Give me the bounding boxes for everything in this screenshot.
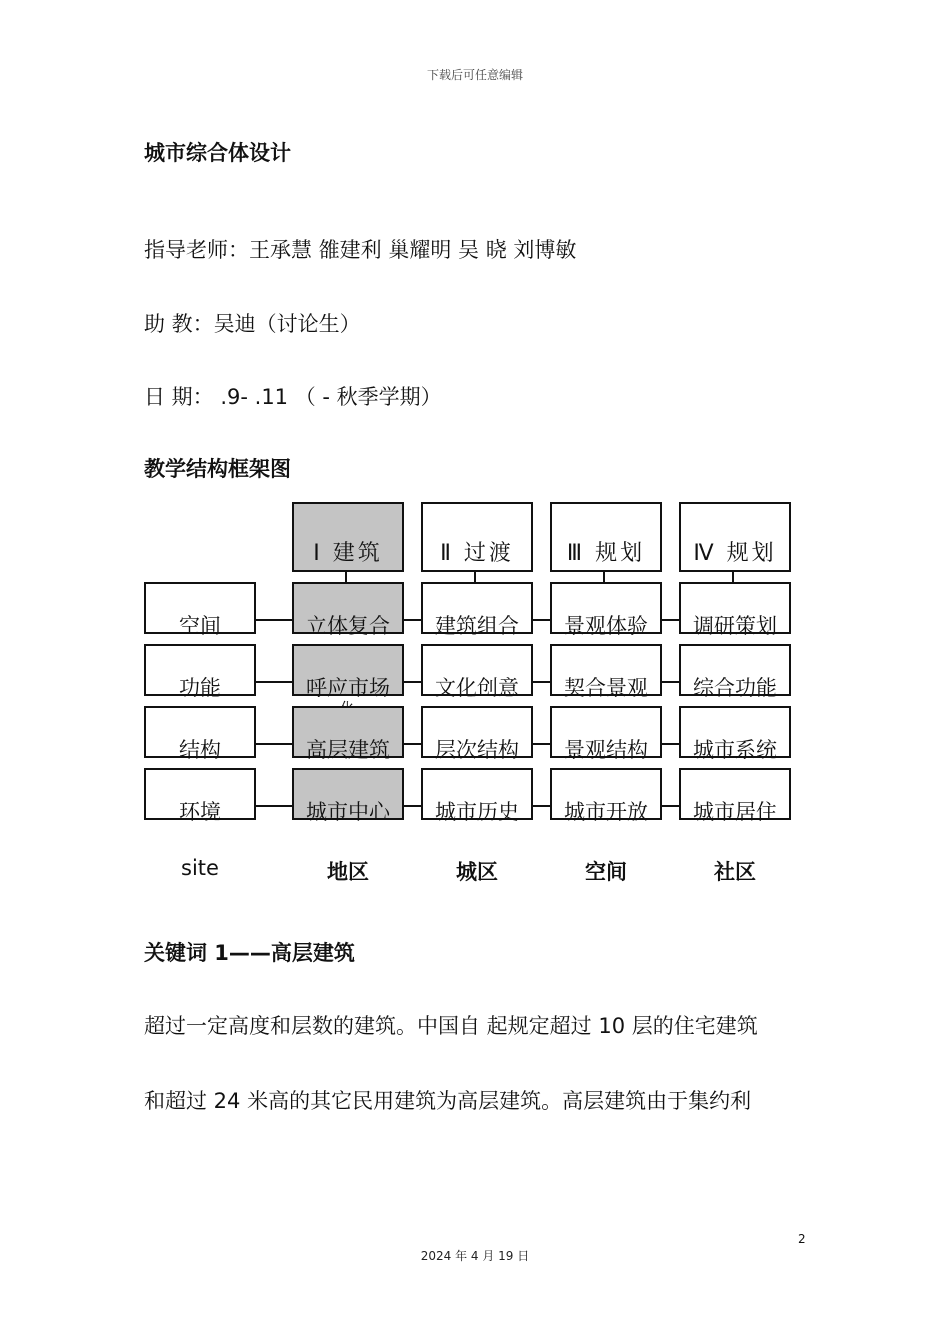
assistant-line: 助 教：吴迪（讨论生） <box>144 312 361 336</box>
row-label: 功能 <box>179 676 221 700</box>
connector <box>533 681 550 683</box>
grid-cell-label: 城市中心 <box>306 800 390 824</box>
keyword-heading: 关键词 1——高层建筑 <box>144 941 355 965</box>
grid-cell-label: 调研策划 <box>693 614 777 638</box>
grid-cell-label: 城市历史 <box>435 800 519 824</box>
grid-cell <box>679 706 791 762</box>
page-number: 2 <box>798 1232 806 1246</box>
row-box-environment <box>144 768 256 824</box>
connector <box>474 572 476 582</box>
scale-label-district: 地区 <box>327 860 369 884</box>
connector <box>662 743 679 745</box>
grid-cell <box>292 582 404 638</box>
connector <box>404 619 421 621</box>
scale-label-urban: 城区 <box>456 860 498 884</box>
connector <box>533 743 550 745</box>
grid-cell-label: 建筑组合 <box>435 614 519 638</box>
connector <box>256 619 292 621</box>
grid-cell <box>421 644 533 700</box>
grid-cell <box>550 644 662 700</box>
grid-cell-label: 契合景观 <box>564 676 648 700</box>
grid-cell-label: 城市居住 <box>693 800 777 824</box>
connector <box>404 743 421 745</box>
framework-title: 教学结构框架图 <box>144 457 291 481</box>
stage-box-1 <box>292 502 404 572</box>
grid-cell-label: 综合功能 <box>693 676 777 700</box>
row-label: 空间 <box>179 614 221 638</box>
stage-label-2: Ⅱ 过渡 <box>440 541 514 566</box>
stage-box-2 <box>421 502 533 572</box>
stage-box-3 <box>550 502 662 572</box>
scale-label-site: site <box>181 856 219 880</box>
grid-cell-label: 层次结构 <box>435 738 519 762</box>
stage-label-4: Ⅳ 规划 <box>693 541 777 566</box>
connector <box>662 681 679 683</box>
stage-label-1: Ⅰ 建筑 <box>313 541 383 566</box>
connector <box>345 572 347 582</box>
grid-cell <box>292 768 404 824</box>
connector <box>404 681 421 683</box>
grid-cell-label: 城市系统 <box>693 738 777 762</box>
grid-cell <box>292 644 404 700</box>
body-paragraph-line-2: 和超过 24 米高的其它民用建筑为高层建筑。高层建筑由于集约利 <box>144 1089 752 1113</box>
grid-cell-label: 呼应市场 <box>306 676 390 700</box>
grid-cell <box>679 582 791 638</box>
grid-cell-label: 立体复合 <box>306 614 390 638</box>
connector <box>662 805 679 807</box>
grid-cell-label: 城市开放 <box>564 800 648 824</box>
grid-cell <box>550 706 662 762</box>
connector <box>732 572 734 582</box>
row-box-space <box>144 582 256 638</box>
connector <box>533 619 550 621</box>
connector <box>256 681 292 683</box>
grid-cell-label: 文化创意 <box>435 676 519 700</box>
grid-cell-label: 景观体验 <box>564 614 648 638</box>
grid-cell-label: 高层建筑 <box>306 738 390 762</box>
stage-box-4 <box>679 502 791 572</box>
row-label: 环境 <box>179 800 221 824</box>
grid-cell-label: 景观结构 <box>564 738 648 762</box>
date-line: 日 期： .9- .11 （ - 秋季学期） <box>144 385 442 409</box>
scale-label-community: 社区 <box>714 860 756 884</box>
connector <box>256 805 292 807</box>
doc-title: 城市综合体设计 <box>144 141 291 165</box>
connector <box>662 619 679 621</box>
row-label: 结构 <box>179 738 221 762</box>
grid-cell <box>550 582 662 638</box>
footer-date: 2024 年 4 月 19 日 <box>420 1249 530 1263</box>
connector <box>404 805 421 807</box>
body-paragraph-line-1: 超过一定高度和层数的建筑。中国自 起规定超过 10 层的住宅建筑 <box>144 1014 758 1038</box>
stage-label-3: Ⅲ 规划 <box>566 541 646 566</box>
row-box-function <box>144 644 256 700</box>
grid-cell <box>421 706 533 762</box>
page-header: 下载后可任意编辑 <box>426 68 523 82</box>
connector <box>603 572 605 582</box>
grid-cell <box>679 644 791 700</box>
row-box-structure <box>144 706 256 762</box>
teachers-line: 指导老师：王承慧 雒建利 巢耀明 吴 晓 刘博敏 <box>144 238 577 262</box>
scale-label-space: 空间 <box>585 860 627 884</box>
connector <box>256 743 292 745</box>
grid-cell <box>421 768 533 824</box>
grid-cell <box>292 706 404 762</box>
connector <box>533 805 550 807</box>
grid-cell <box>421 582 533 638</box>
grid-cell <box>550 768 662 824</box>
grid-cell <box>679 768 791 824</box>
